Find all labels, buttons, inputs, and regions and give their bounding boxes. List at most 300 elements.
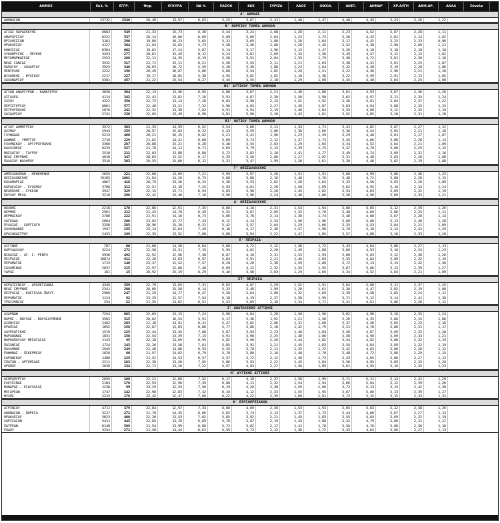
- table-cell: 7,22: [184, 364, 208, 368]
- municipality-name: ΕΛΛΗΝΙΚΟΥ - ΑΡΓΥΡΟΥΠΟΛΗΣ: [2, 142, 90, 146]
- table-cell: 181: [90, 270, 112, 274]
- table-cell: 1,12: [424, 125, 448, 129]
- district-section: [2, 23, 498, 83]
- table-cell: 1,45: [280, 360, 304, 364]
- table-cell: 2,33: [400, 104, 424, 108]
- table-cell: 3,23: [328, 30, 352, 34]
- table-cell: 16,23: [158, 39, 184, 43]
- table-cell: 2402: [90, 321, 112, 325]
- municipality-name: ΗΡΑΚΛΕΙΟΥ: [2, 415, 90, 419]
- table-cell: 1,75: [304, 35, 328, 39]
- column-header: Ψηφ.: [135, 2, 162, 11]
- table-cell: 1892: [90, 325, 112, 329]
- table-cell: 5,65: [208, 146, 232, 150]
- table-cell: 3,08: [376, 104, 400, 108]
- table-cell: 1,53: [280, 253, 304, 257]
- table-cell: 7,15: [184, 334, 208, 338]
- district-section: [2, 370, 498, 400]
- table-cell: 2,19: [256, 419, 280, 423]
- table-cell: 2,20: [256, 338, 280, 342]
- table-cell: 2561: [90, 210, 112, 214]
- municipality-name: ΙΛΙΟΥ: [2, 99, 90, 103]
- municipality-name: ΚΑΛΑΜΑΡΙΑΣ: [2, 180, 90, 184]
- table-cell: 1,29: [280, 223, 304, 227]
- table-cell: 12,64: [158, 227, 184, 231]
- table-cell: 3,50: [232, 155, 256, 159]
- table-cell: 2,16: [256, 112, 280, 116]
- table-cell: 1,23: [424, 172, 448, 176]
- table-cell: 1,34: [280, 300, 304, 304]
- table-cell: 21: [112, 300, 132, 304]
- table-cell: 4,76: [352, 424, 376, 428]
- table-cell: 20,88: [132, 142, 158, 146]
- table-cell: 4,09: [232, 406, 256, 410]
- table-cell: 2,39: [400, 381, 424, 385]
- table-cell: 1,87: [304, 104, 328, 108]
- table-cell: 19,80: [132, 39, 158, 43]
- table-cell: 1,89: [304, 364, 328, 368]
- table-cell: 23,29: [132, 296, 158, 300]
- table-cell: 1,86: [304, 334, 328, 338]
- table-cell: 2,21: [256, 90, 280, 94]
- table-cell: 347: [112, 155, 132, 159]
- table-cell: 5,40: [208, 142, 232, 146]
- table-cell: 3,18: [376, 48, 400, 52]
- table-cell: 2,42: [400, 385, 424, 389]
- table-cell: 1,13: [424, 356, 448, 360]
- table-cell: 23,21: [132, 377, 158, 381]
- table-cell: 1,82: [256, 74, 280, 78]
- table-cell: 5,25: [208, 18, 232, 22]
- table-cell: 1,99: [304, 296, 328, 300]
- table-cell: 3,15: [376, 394, 400, 398]
- municipality-name: ΡΑΦΗΝΑΣ - ΠΙΚΕΡΜΙΟΥ: [2, 351, 90, 355]
- table-cell: 3,13: [376, 390, 400, 394]
- table-cell: 7,52: [184, 377, 208, 381]
- table-cell: 1,19: [424, 343, 448, 347]
- table-cell: 3,06: [376, 172, 400, 176]
- table-cell: 3,90: [232, 189, 256, 193]
- table-cell: 1,94: [304, 381, 328, 385]
- municipality-name: ΑΧΑΡΝΩΝ: [2, 312, 90, 316]
- table-cell: 1,58: [280, 296, 304, 300]
- column-header-row: [2, 2, 498, 11]
- table-cell: 6,25: [184, 180, 208, 184]
- municipality-name: ΡΟΔΟΥ: [2, 428, 90, 432]
- table-cell: 3583: [90, 317, 112, 321]
- table-cell: 1,73: [304, 138, 328, 142]
- table-cell: 4,93: [352, 248, 376, 252]
- table-cell: 3,12: [376, 52, 400, 56]
- district-title: Γ' ΘΕΣΣΑΛΟΝΙΚΗΣ: [2, 165, 498, 172]
- table-cell: 3,66: [328, 381, 352, 385]
- table-cell: 787: [90, 244, 112, 248]
- table-cell: 22,03: [132, 151, 158, 155]
- table-cell: 5,55: [208, 347, 232, 351]
- table-cell: 3,91: [232, 56, 256, 60]
- table-cell: 2706: [90, 214, 112, 218]
- table-cell: 1,65: [304, 142, 328, 146]
- table-cell: 4,56: [352, 321, 376, 325]
- table-cell: 1,29: [280, 142, 304, 146]
- table-cell: 1,80: [256, 65, 280, 69]
- table-cell: 3,03: [376, 155, 400, 159]
- table-cell: 3,04: [376, 270, 400, 274]
- table-cell: 15,19: [158, 270, 184, 274]
- table-cell: 92: [112, 296, 132, 300]
- table-cell: 2217: [90, 74, 112, 78]
- municipality-name: ΜΑΡΑΘΩΝΟΣ: [2, 334, 90, 338]
- table-cell: 22,73: [132, 99, 158, 103]
- table-cell: 3,98: [232, 99, 256, 103]
- table-cell: 1,72: [304, 428, 328, 432]
- table-cell: 3,87: [232, 90, 256, 94]
- table-cell: 1,86: [304, 90, 328, 94]
- table-cell: 5,50: [208, 61, 232, 65]
- table-cell: 13,02: [158, 95, 184, 99]
- table-cell: 4,20: [232, 385, 256, 389]
- table-cell: 7,32: [184, 104, 208, 108]
- table-cell: 5,15: [352, 394, 376, 398]
- table-cell: 1,20: [424, 360, 448, 364]
- table-cell: 4,66: [352, 138, 376, 142]
- table-cell: 2,13: [256, 411, 280, 415]
- table-cell: 255: [112, 129, 132, 133]
- table-cell: 2,25: [400, 61, 424, 65]
- table-cell: 22,71: [132, 364, 158, 368]
- table-cell: 5,40: [208, 270, 232, 274]
- table-cell: 3,72: [328, 385, 352, 389]
- table-cell: 2710: [90, 138, 112, 142]
- table-cell: 176: [112, 206, 132, 210]
- table-cell: 23,14: [132, 227, 158, 231]
- table-cell: 2,21: [256, 343, 280, 347]
- table-cell: 13,18: [158, 185, 184, 189]
- table-cell: 1,27: [424, 266, 448, 270]
- table-cell: 13,71: [158, 189, 184, 193]
- table-cell: 3,53: [232, 180, 256, 184]
- table-cell: 1,99: [256, 287, 280, 291]
- table-row: [2, 159, 498, 163]
- municipality-name: ΠΑΤΡΕΩΝ: [2, 424, 90, 428]
- municipality-name: ΑΓΙΩΝ ΑΝΑΡΓΥΡΩΝ - ΚΑΜΑΤΕΡΟΥ: [2, 90, 90, 94]
- table-cell: 3,45: [328, 138, 352, 142]
- table-cell: 4,83: [352, 189, 376, 193]
- table-cell: 20,97: [132, 129, 158, 133]
- table-cell: 23,29: [132, 385, 158, 389]
- table-cell: 1,21: [280, 61, 304, 65]
- table-cell: 7,02: [184, 415, 208, 419]
- table-cell: 1,24: [424, 95, 448, 99]
- table-cell: 2,29: [400, 351, 424, 355]
- table-cell: 3,68: [328, 219, 352, 223]
- table-cell: 1,20: [424, 330, 448, 334]
- table-cell: 3,52: [328, 43, 352, 47]
- table-cell: 1,90: [304, 312, 328, 316]
- table-cell: 2433: [90, 232, 112, 236]
- table-cell: 5,00: [352, 283, 376, 287]
- table-cell: 2,32: [400, 257, 424, 261]
- table-cell: 3,62: [328, 312, 352, 316]
- table-cell: 10874: [90, 257, 112, 261]
- table-cell: 5623: [90, 415, 112, 419]
- table-cell: 5,14: [208, 48, 232, 52]
- table-cell: 1,08: [424, 287, 448, 291]
- table-cell: 4127: [90, 43, 112, 47]
- table-cell: 3366: [90, 142, 112, 146]
- table-cell: 3,64: [328, 283, 352, 287]
- table-cell: 1,98: [304, 227, 328, 231]
- table-cell: 3,74: [232, 138, 256, 142]
- municipality-name: ΜΟΣΧΑΤΟΥ - ΤΑΥΡΟΥ: [2, 151, 90, 155]
- table-cell: 6,51: [184, 300, 208, 304]
- table-cell: 1,96: [256, 48, 280, 52]
- table-cell: 3,87: [232, 18, 256, 22]
- table-cell: 5,73: [184, 43, 208, 47]
- municipality-name: ΩΡΩΠΟΥ: [2, 364, 90, 368]
- table-cell: 3,78: [232, 214, 256, 218]
- municipality-name: ΠΕΤΡΟΥΠΟΛΗΣ: [2, 108, 90, 112]
- table-cell: 2,33: [400, 334, 424, 338]
- table-cell: 3,93: [232, 360, 256, 364]
- table-cell: 2,18: [400, 48, 424, 52]
- table-cell: 3224: [90, 248, 112, 252]
- table-cell: 2,21: [400, 270, 424, 274]
- table-cell: 3,92: [232, 343, 256, 347]
- table-cell: 2,12: [256, 244, 280, 248]
- table-cell: 1,47: [304, 18, 328, 22]
- table-cell: 5,06: [352, 390, 376, 394]
- table-cell: 19,17: [132, 74, 158, 78]
- table-cell: 1,50: [280, 364, 304, 368]
- table-cell: 14,26: [158, 176, 184, 180]
- table-cell: 2,38: [400, 253, 424, 257]
- table-cell: 3,13: [376, 266, 400, 270]
- table-cell: 509: [112, 424, 132, 428]
- column-header: ΝΔ %: [189, 2, 214, 11]
- table-cell: 66: [112, 244, 132, 248]
- table-cell: 13,56: [158, 90, 184, 94]
- table-cell: 2,37: [256, 296, 280, 300]
- municipality-name: ΩΡΑΙΟΚΑΣΤΡΟΥ: [2, 232, 90, 236]
- table-cell: 3,24: [376, 18, 400, 22]
- table-cell: 15,49: [158, 52, 184, 56]
- municipality-name: ΜΑΡΚΟΠΟΥΛΟΥ ΜΕΣΟΓΑΙΑΣ: [2, 338, 90, 342]
- table-cell: 13,83: [158, 325, 184, 329]
- table-cell: 21,35: [132, 300, 158, 304]
- table-cell: 3925: [90, 65, 112, 69]
- table-cell: 1,20: [424, 90, 448, 94]
- table-cell: 1,12: [424, 300, 448, 304]
- table-cell: 2,91: [376, 74, 400, 78]
- table-cell: 3,05: [376, 321, 400, 325]
- table-cell: 3,22: [328, 69, 352, 73]
- table-cell: 2,34: [400, 185, 424, 189]
- table-cell: 13,69: [158, 338, 184, 342]
- table-cell: 2,27: [400, 125, 424, 129]
- table-cell: 3,94: [232, 108, 256, 112]
- table-cell: 16,54: [158, 317, 184, 321]
- table-cell: 6,12: [208, 219, 232, 223]
- district-section: [2, 399, 498, 433]
- table-cell: 1,99: [304, 377, 328, 381]
- table-cell: 20,63: [132, 65, 158, 69]
- table-cell: 3,07: [376, 30, 400, 34]
- municipality-name: ΑΓΙΟΥ ΔΗΜΗΤΡΙΟΥ: [2, 125, 90, 129]
- table-cell: 4,61: [352, 300, 376, 304]
- table-cell: 1,34: [280, 52, 304, 56]
- table-cell: 1,46: [280, 108, 304, 112]
- table-cell: 3,67: [328, 390, 352, 394]
- table-cell: 22,41: [132, 95, 158, 99]
- table-cell: 1,65: [304, 270, 328, 274]
- table-cell: 3,39: [328, 291, 352, 295]
- table-cell: 268: [112, 193, 132, 197]
- table-row: [2, 270, 498, 274]
- table-cell: 7,54: [184, 296, 208, 300]
- table-cell: 4,84: [352, 343, 376, 347]
- table-cell: 2,38: [400, 406, 424, 410]
- municipality-name: ΜΕΤΑΜΟΡΦΩΣΕΩΣ: [2, 56, 90, 60]
- table-cell: 3,62: [328, 185, 352, 189]
- table-cell: 1947: [90, 227, 112, 231]
- table-cell: 23,02: [132, 219, 158, 223]
- table-cell: 2,35: [400, 312, 424, 316]
- table-cell: 3161: [90, 39, 112, 43]
- table-cell: 3,01: [376, 133, 400, 137]
- table-cell: 2,29: [400, 146, 424, 150]
- column-header: ΣΥΡΙΖΑ: [264, 2, 289, 11]
- table-cell: 222: [112, 214, 132, 218]
- table-cell: 3,05: [376, 129, 400, 133]
- table-cell: 4,12: [232, 266, 256, 270]
- table-cell: 2,27: [256, 104, 280, 108]
- table-cell: 3,14: [376, 296, 400, 300]
- table-cell: 6,31: [184, 223, 208, 227]
- table-cell: 1,54: [280, 206, 304, 210]
- table-cell: 22,69: [132, 312, 158, 316]
- table-cell: 241: [112, 108, 132, 112]
- table-cell: 4,64: [352, 428, 376, 432]
- table-cell: 20,49: [132, 69, 158, 73]
- table-cell: 12,97: [158, 406, 184, 410]
- table-cell: 22,44: [132, 330, 158, 334]
- table-cell: 4,04: [232, 312, 256, 316]
- table-cell: 2,23: [400, 321, 424, 325]
- table-cell: 1,26: [280, 39, 304, 43]
- table-cell: 14,41: [158, 138, 184, 142]
- table-cell: 271: [112, 411, 132, 415]
- table-cell: 1,99: [256, 159, 280, 163]
- table-cell: 1,13: [424, 428, 448, 432]
- municipality-name: ΚΑΛΛΙΘΕΑΣ: [2, 146, 90, 150]
- table-cell: 359: [112, 283, 132, 287]
- table-cell: 6,57: [184, 356, 208, 360]
- table-cell: 1,08: [424, 155, 448, 159]
- table-cell: 21,52: [132, 356, 158, 360]
- table-cell: 287: [112, 142, 132, 146]
- table-cell: 1,88: [304, 248, 328, 252]
- table-cell: 249: [112, 347, 132, 351]
- table-cell: 1,35: [280, 347, 304, 351]
- table-cell: 304: [112, 90, 132, 94]
- table-cell: 2,21: [256, 257, 280, 261]
- table-cell: 5,83: [208, 189, 232, 193]
- table-cell: 5,43: [208, 129, 232, 133]
- table-cell: 2,21: [400, 69, 424, 73]
- table-cell: 2,39: [400, 390, 424, 394]
- table-cell: 3,02: [376, 287, 400, 291]
- municipality-name: ΣΠΑΤΩΝ - ΑΡΤΕΜΙΔΟΣ: [2, 360, 90, 364]
- table-cell: 1,85: [304, 232, 328, 236]
- table-cell: 6,79: [184, 351, 208, 355]
- table-cell: 1,63: [304, 61, 328, 65]
- table-cell: 2604: [90, 219, 112, 223]
- table-cell: 1,90: [304, 95, 328, 99]
- table-cell: 2,00: [304, 261, 328, 265]
- table-cell: 1,15: [424, 351, 448, 355]
- table-cell: 2,31: [256, 206, 280, 210]
- municipality-name: ΝΕΑΣ ΙΩΝΙΑΣ: [2, 61, 90, 65]
- table-cell: 3,09: [376, 189, 400, 193]
- table-cell: 1,50: [280, 185, 304, 189]
- table-cell: 20,61: [132, 52, 158, 56]
- table-cell: 3,46: [328, 214, 352, 218]
- district-section: [2, 276, 498, 306]
- table-cell: 1,15: [424, 176, 448, 180]
- table-cell: 4,57: [352, 52, 376, 56]
- table-cell: 2,34: [256, 219, 280, 223]
- table-cell: 2,36: [256, 227, 280, 231]
- table-cell: 3,56: [232, 43, 256, 47]
- table-cell: 5411: [90, 419, 112, 423]
- table-cell: 3,70: [232, 347, 256, 351]
- table-cell: 12,91: [158, 206, 184, 210]
- table-cell: 155: [112, 227, 132, 231]
- table-cell: 2,08: [256, 291, 280, 295]
- table-cell: 21,43: [132, 210, 158, 214]
- table-cell: 5,65: [184, 39, 208, 43]
- table-cell: 22,20: [132, 257, 158, 261]
- table-cell: 22,38: [132, 360, 158, 364]
- table-cell: 5,99: [208, 172, 232, 176]
- table-cell: 3,09: [376, 415, 400, 419]
- table-cell: 208: [112, 56, 132, 60]
- table-cell: 2,15: [256, 146, 280, 150]
- table-cell: 1,41: [280, 151, 304, 155]
- table-cell: 2553: [90, 56, 112, 60]
- table-cell: 3,26: [328, 48, 352, 52]
- table-cell: 19185: [90, 176, 112, 180]
- table-cell: 5,82: [208, 338, 232, 342]
- table-cell: 4,01: [232, 185, 256, 189]
- table-cell: 3,04: [376, 142, 400, 146]
- table-cell: 6,28: [184, 142, 208, 146]
- table-cell: 4,65: [352, 356, 376, 360]
- table-cell: 1,71: [304, 300, 328, 304]
- table-cell: 3,11: [376, 95, 400, 99]
- table-cell: 22,66: [132, 172, 158, 176]
- table-cell: 1,21: [424, 334, 448, 338]
- table-cell: 150: [112, 334, 132, 338]
- table-cell: 15,03: [158, 129, 184, 133]
- table-cell: 3,42: [328, 347, 352, 351]
- table-cell: 2,90: [376, 43, 400, 47]
- table-cell: 15,11: [158, 61, 184, 65]
- table-cell: 19,62: [132, 48, 158, 52]
- table-cell: 1,48: [280, 90, 304, 94]
- table-cell: 1,30: [424, 385, 448, 389]
